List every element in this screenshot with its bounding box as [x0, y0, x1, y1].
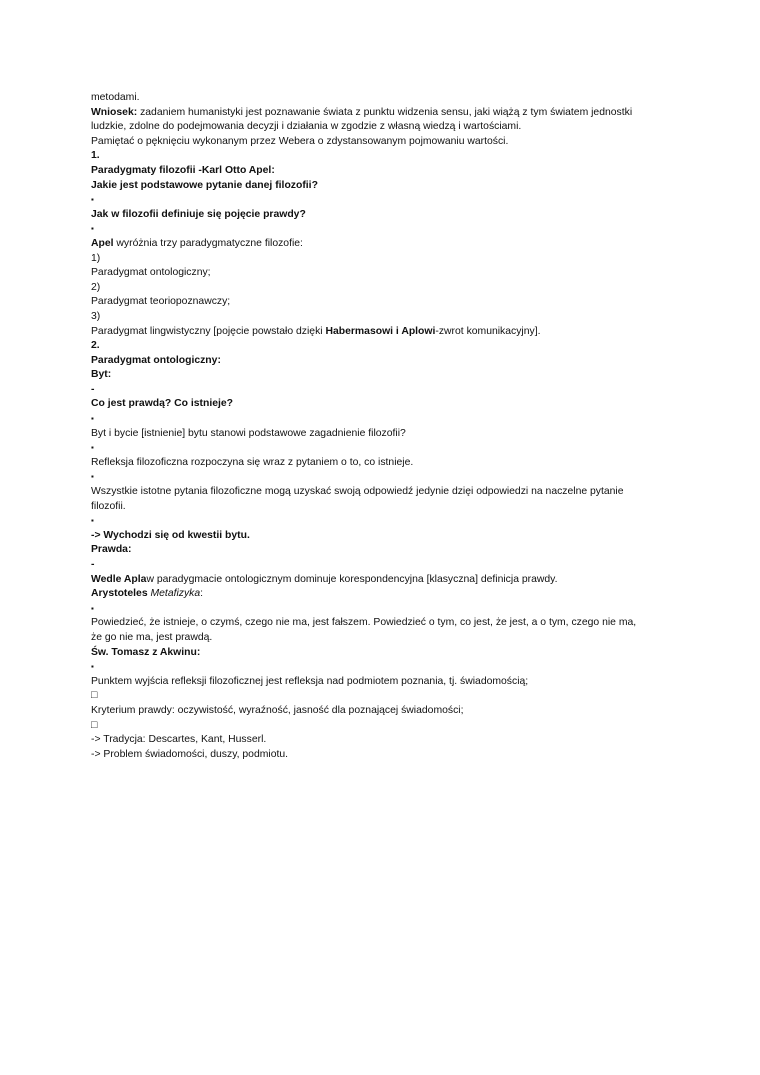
- text-line: metodami.: [91, 92, 140, 103]
- text-line: Punktem wyjścia refleksji filozoficznej jest refleksja nad podmiotem poznania, tj. świadomością;: [91, 675, 529, 687]
- conclusion-label: Wniosek:: [91, 106, 138, 118]
- text-line: Kryterium prawdy: oczywistość, wyraźność, jasność dla poznającej świadomości;: [91, 704, 464, 716]
- text-line: Pamiętać o pęknięciu wykonanym przez Webera o zdystansowanym pojmowaniu wartości.: [91, 135, 509, 147]
- document-page: [91, 91, 681, 762]
- arrow-line: -> Problem świadomości, duszy, podmiotu.: [91, 748, 289, 760]
- section-number: 1.: [91, 150, 100, 162]
- list-item: Paradygmat ontologiczny;: [91, 267, 211, 279]
- text-line: filozofii.: [91, 500, 126, 512]
- subheading: Św. Tomasz z Akwinu:: [91, 646, 201, 658]
- bullet-square: ▪: [91, 472, 94, 482]
- list-marker: 3): [91, 310, 101, 322]
- bullet-square: ▪: [91, 195, 94, 205]
- text-span: -zwrot komunikacyjny].: [435, 325, 541, 337]
- author-names: Habermasowi i Aplowi: [325, 325, 436, 337]
- list-marker: 2): [91, 281, 101, 293]
- quote-line: że go nie ma, jest prawdą.: [91, 631, 213, 643]
- text-span: w paradygmacie ontologicznym dominuje korespondencyjna [klasyczna] definicja prawdy.: [146, 573, 558, 585]
- section-heading: Paradygmaty filozofii -Karl Otto Apel:: [91, 164, 275, 176]
- text-line: Refleksja filozoficzna rozpoczyna się wraz z pytaniem o to, co istnieje.: [91, 456, 414, 468]
- text-line: [91, 237, 681, 252]
- text-span: zadaniem humanistyki jest poznawanie świata z punktu widzenia sensu, jaki wiążą z tym światem jednostki: [137, 106, 633, 118]
- question-line: Jak w filozofii definiuje się pojęcie prawdy?: [91, 208, 306, 220]
- bullet-square: ▪: [91, 662, 94, 672]
- question-line: Co jest prawdą? Co istnieje?: [91, 398, 234, 410]
- bullet-square: ▪: [91, 414, 94, 424]
- subheading: Byt:: [91, 369, 112, 381]
- text-span: :: [200, 588, 204, 600]
- text-line: ludzkie, zdolne do podejmowania decyzji i działania w zgodzie z własną wiedzą i wartościami.: [91, 121, 522, 133]
- author-name: Arystoteles: [91, 588, 148, 600]
- subheading: Prawda:: [91, 544, 132, 556]
- conclusion-line: [91, 106, 681, 121]
- section-heading: Paradygmat ontologiczny:: [91, 354, 221, 366]
- section-number: 2.: [91, 340, 100, 352]
- list-marker: 1): [91, 252, 101, 264]
- text-span: Paradygmat lingwistyczny [pojęcie powstało dzięki: [91, 325, 326, 337]
- text-line: [91, 573, 681, 588]
- text-line: [91, 587, 681, 602]
- bullet-square: ▪: [91, 224, 94, 234]
- text-line: Byt i bycie [istnienie] bytu stanowi podstawowe zagadnienie filozofii?: [91, 427, 406, 439]
- bullet-hollow: □: [91, 690, 98, 702]
- bullet-dash: -: [91, 383, 95, 395]
- arrow-line: -> Tradycja: Descartes, Kant, Husserl.: [91, 734, 267, 746]
- bullet-square: ▪: [91, 603, 94, 613]
- list-item: [91, 325, 681, 340]
- bullet-square: ▪: [91, 443, 94, 453]
- quote-line: Powiedzieć, że istnieje, o czymś, czego nie ma, jest fałszem. Powiedzieć o tym, co jest, że jest, a o tym, czego nie ma,: [91, 617, 637, 629]
- text-line: Wszystkie istotne pytania filozoficzne mogą uzyskać swoją odpowiedź jedynie dzięi odpowiedzi na naczelne pytanie: [91, 486, 624, 498]
- question-line: Jakie jest podstawowe pytanie danej filozofii?: [91, 179, 318, 191]
- bullet-hollow: □: [91, 719, 98, 731]
- text-span: wyróżnia trzy paradygmatyczne filozofie:: [113, 237, 303, 249]
- list-item: Paradygmat teoriopoznawczy;: [91, 296, 231, 308]
- bullet-dash: -: [91, 559, 95, 570]
- bullet-square: ▪: [91, 516, 94, 526]
- work-title: Metafizyka: [150, 588, 201, 600]
- author-name: Wedle Apla: [91, 573, 147, 585]
- author-name: Apel: [91, 237, 114, 249]
- arrow-line: -> Wychodzi się od kwestii bytu.: [91, 529, 250, 541]
